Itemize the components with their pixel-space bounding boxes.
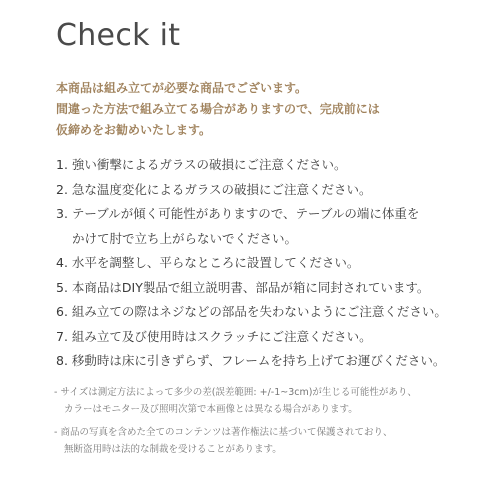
- page-title: Check it: [56, 18, 181, 53]
- caution-item-continuation: かけて肘で立ち上がらないでください。: [72, 230, 298, 246]
- footnotes: [54, 384, 464, 458]
- caution-item: 2. 急な温度変化によるガラスの破損にご注意ください。: [56, 181, 372, 197]
- caution-list: [56, 153, 456, 374]
- caution-item: 6. 組み立ての際はネジなどの部品を失わないようにご注意ください。: [56, 304, 447, 319]
- caution-item: 3. テーブルが傾く可能性がありますので、テーブルの端に体重を: [56, 206, 420, 221]
- assembly-notice: [56, 78, 446, 141]
- notice-line: 仮締めをお勧めいたします。: [56, 123, 212, 137]
- caution-item: 7. 組み立て及び使用時はスクラッチにご注意ください。: [56, 328, 372, 344]
- caution-item: 5. 本商品はDIY製品で組立説明書、部品が箱に同封されています。: [56, 279, 430, 295]
- notice-line: 本商品は組み立てが必要な商品でございます。: [56, 81, 308, 95]
- caution-item: 4. 水平を調整し、平らなところに設置してください。: [56, 255, 360, 270]
- footnote-line-continuation: 無断盗用時は法的な制裁を受けることがあります。: [64, 444, 282, 455]
- notice-line: 間違った方法で組み立てる場合がありますので、完成前には: [56, 102, 380, 116]
- caution-item: 8. 移動時は床に引きずらず、フレームを持ち上げてお運びください。: [56, 353, 446, 368]
- footnote-line: - サイズは測定方法によって多少の差(誤差範囲: +/-1~3cm)が生じる可能性があり、: [54, 387, 417, 398]
- caution-item: 1. 強い衝撃によるガラスの破損にご注意ください。: [56, 157, 347, 172]
- footnote-line-continuation: カラーはモニター及び照明次第で本画像とは異なる場合があります。: [64, 404, 358, 415]
- footnote-line: - 商品の写真を含めた全てのコンテンツは著作権法に基づいて保護されており、: [54, 427, 393, 438]
